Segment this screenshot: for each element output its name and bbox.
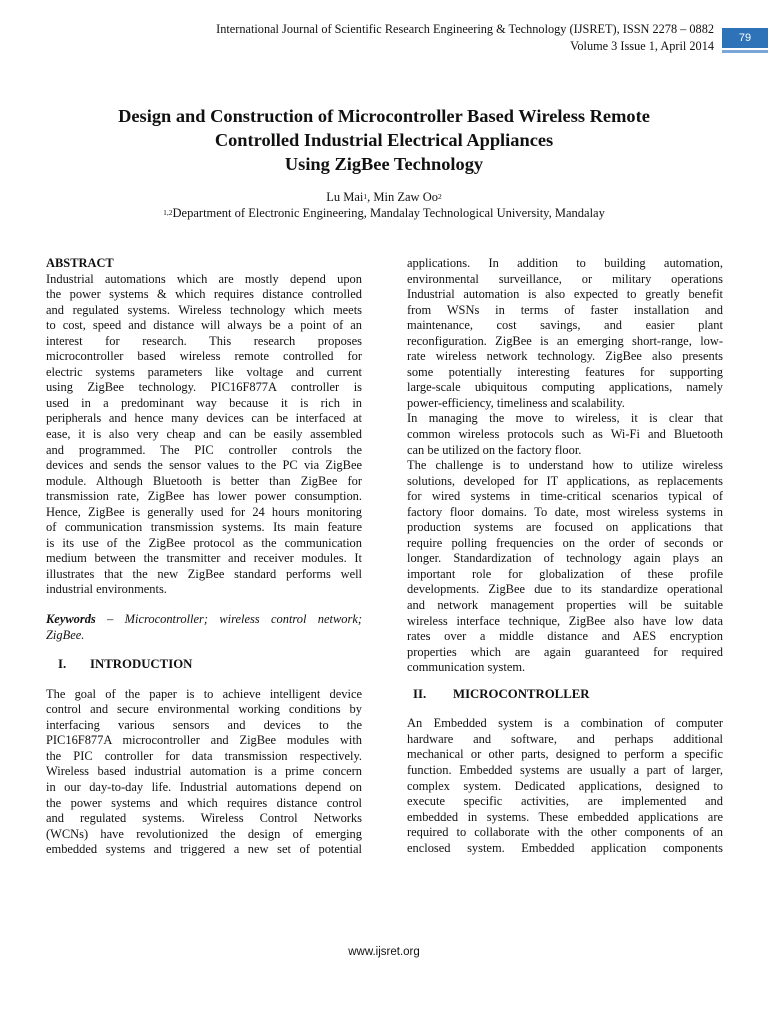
text-line: interest for research. This research proposes (46, 333, 362, 348)
text-line: solutions, developed for IT applications, as replacements (407, 473, 723, 488)
text-line: maintenance, cost savings, and easier plant (407, 318, 723, 333)
spacer (407, 702, 723, 716)
text-line: medium between the transmitter and receiver modules. It (46, 551, 362, 566)
text-line: and regulated systems. Wireless technology which meets (46, 302, 362, 317)
text-line: and regulated systems. Wireless Control Networks (46, 811, 362, 826)
author-name: Min Zaw Oo (373, 190, 438, 204)
spacer (407, 676, 723, 687)
spacer (46, 643, 362, 657)
text-line: ease, it is also very cheap and can be easily assembled (46, 427, 362, 442)
text-line: properties which are again guaranteed for required (407, 644, 723, 659)
text-line: transmission rate, ZigBee has lower power consumption. (46, 489, 362, 504)
author-affiliation-mark: 2 (437, 192, 442, 201)
text-line: Industrial automation is also expected to greatly benefit (407, 287, 723, 302)
abstract-heading: ABSTRACT (46, 256, 114, 270)
text-line: complex system. Dedicated applications, designed to (407, 778, 723, 793)
affiliation-text: Department of Electronic Engineering, Mandalay Technological University, Mandalay (172, 206, 605, 220)
spacer (46, 673, 362, 687)
text-line: the power systems & which requires distance controlled (46, 287, 362, 302)
text-line: enclosed system. Embedded application components (407, 840, 723, 855)
author-list (0, 190, 768, 205)
text-line: common wireless protocols such as Wi-Fi and Bluetooth (407, 427, 723, 442)
spacer (46, 598, 362, 612)
text-line: used in a predominant way because it is rich in (46, 395, 362, 410)
text-line: communication system. (407, 660, 526, 675)
text-line: The goal of the paper is to achieve intelligent device (46, 686, 362, 701)
text-line: of communication transmission systems. Its main feature (46, 520, 362, 535)
section-number: I. (58, 657, 67, 672)
text-line: Wireless based industrial automation is a prime concern (46, 764, 362, 779)
text-line: rates over a middle distance and AES encryption (407, 629, 723, 644)
text-line: (WCNs) have revolutionized the design of emerging (46, 826, 362, 841)
text-line: to cost, speed and distance will always be a point of an (46, 318, 362, 333)
microcontroller-body (407, 716, 723, 856)
badge-underline (722, 50, 768, 53)
text-line: devices and sends the sensor values to the PC via ZigBee (46, 458, 362, 473)
right-column (407, 256, 723, 856)
text-line: required to collaborate with the other components of an (407, 825, 723, 840)
text-line: interfacing various sensors and devices to the (46, 717, 362, 732)
text-line: is its use of the ZigBee protocol as the communication (46, 535, 362, 550)
text-line: environmental surveillance, or military operations (407, 271, 723, 286)
text-line: Industrial automations which are mostly depend upon (46, 271, 362, 286)
text-line: module. Although Bluetooth is better than ZigBee for (46, 473, 362, 488)
section-title: INTRODUCTION (90, 657, 193, 672)
text-line: In managing the move to wireless, it is clear that (407, 411, 723, 426)
text-line: and programmed. The PIC controller controls the (46, 442, 362, 457)
title-line: Design and Construction of Microcontroller Based Wireless Remote (118, 106, 650, 126)
paper-title (0, 104, 768, 176)
introduction-continued-paragraph (407, 411, 723, 458)
introduction-continued-paragraph (407, 458, 723, 676)
text-line: factory floor domains. To date, most wireless systems in (407, 504, 723, 519)
text-line: and network management properties will be suitable (407, 598, 723, 613)
text-line: mechanical or other parts, designed to perform a specific (407, 747, 723, 762)
abstract-body (46, 272, 362, 598)
volume-issue: Volume 3 Issue 1, April 2014 (570, 39, 714, 53)
text-line: from WSNs in terms of faster installation and (407, 302, 723, 317)
text-line: embedded in systems. These embedded applications are (407, 809, 723, 824)
text-line: wireless interface technique, ZigBee also have low data (407, 613, 723, 628)
section-heading-introduction (46, 657, 362, 673)
text-line: control and secure environmental working conditions by (46, 702, 362, 717)
text-line: longer. Standardization of technology again plays an (407, 551, 723, 566)
text-line: developments. ZigBee due to its standardize operational (407, 582, 723, 597)
journal-header: International Journal of Scientific Research Engineering & Technology (IJSRET), ISSN 2278 – 0882 (216, 22, 714, 36)
keywords-label: Keywords (46, 612, 96, 627)
section-title: MICROCONTROLLER (453, 686, 590, 701)
text-line: rate wireless network technology. ZigBee also presents (407, 349, 723, 364)
affiliation (0, 206, 768, 221)
text-line: illustrates that the new ZigBee standard performs well (46, 566, 362, 581)
text-line: the PIC controller for data transmission respectively. (46, 748, 362, 763)
author-separator: , (367, 190, 374, 204)
text-line: reconfiguration. ZigBee is an emerging short-range, low- (407, 333, 723, 348)
section-number: II. (413, 686, 427, 701)
text-line: microcontroller based wireless remote controlled for (46, 349, 362, 364)
author-affiliation-mark: 1 (363, 192, 368, 201)
footer-website: www.ijsret.org (348, 946, 420, 958)
introduction-continued-paragraph (407, 256, 723, 411)
text-line: function. Embedded systems are usually a part of larger, (407, 762, 723, 777)
text-line: embedded systems and triggered a new set of potential (46, 842, 362, 857)
text-line: execute specific activities, are implemented and (407, 794, 723, 809)
page-number-badge: 79 (722, 28, 768, 48)
text-line: can be utilized on the factory floor. (407, 442, 582, 457)
text-line: power-efficiency, timeliness and scalability. (407, 395, 625, 410)
text-line: Hence, ZigBee is generally used for 24 hours monitoring (46, 504, 362, 519)
keywords-line (46, 612, 362, 628)
text-line: require polling frequencies on the order of seconds or (407, 535, 723, 550)
title-line: Controlled Industrial Electrical Appliances (214, 130, 554, 150)
introduction-body (46, 687, 362, 858)
text-line: applications. In addition to building automation, (407, 256, 723, 270)
text-line: PIC16F877A microcontroller and ZigBee modules with (46, 733, 362, 748)
text-line: the power systems and which requires distance control (46, 795, 362, 810)
text-line: An Embedded system is a combination of computer (407, 716, 723, 731)
text-line: some potentially interesting features for supporting (407, 364, 723, 379)
text-line: important role for globalization of these profile (407, 566, 723, 581)
affiliation-mark: 1,2 (163, 208, 173, 217)
text-line: The challenge is to understand how to utilize wireless (407, 458, 723, 473)
text-line: peripherals and hence many devices can be interfaced at (46, 411, 362, 426)
text-line: industrial environments. (46, 582, 167, 597)
text-line: hardware and software, and perhaps additional (407, 731, 723, 746)
author-name: Lu Mai (326, 190, 364, 204)
text-line: production systems are focused on applications that (407, 520, 723, 535)
keywords-text: – Microcontroller; wireless control network; (95, 612, 362, 627)
text-line: for wired systems in time-critical scenarios typical of (407, 489, 723, 504)
text-line: electric systems parameters like voltage and current (46, 364, 362, 379)
left-column (46, 256, 362, 858)
text-line: in our day-to-day life. Industrial automations depend on (46, 779, 362, 794)
title-line: Using ZigBee Technology (284, 154, 484, 174)
text-line: using ZigBee technology. PIC16F877A controller is (46, 380, 362, 395)
text-line: large-scale ubiquitous computing applications, namely (407, 380, 723, 395)
keywords-line: ZigBee. (46, 627, 85, 642)
section-heading-microcontroller (407, 687, 723, 703)
